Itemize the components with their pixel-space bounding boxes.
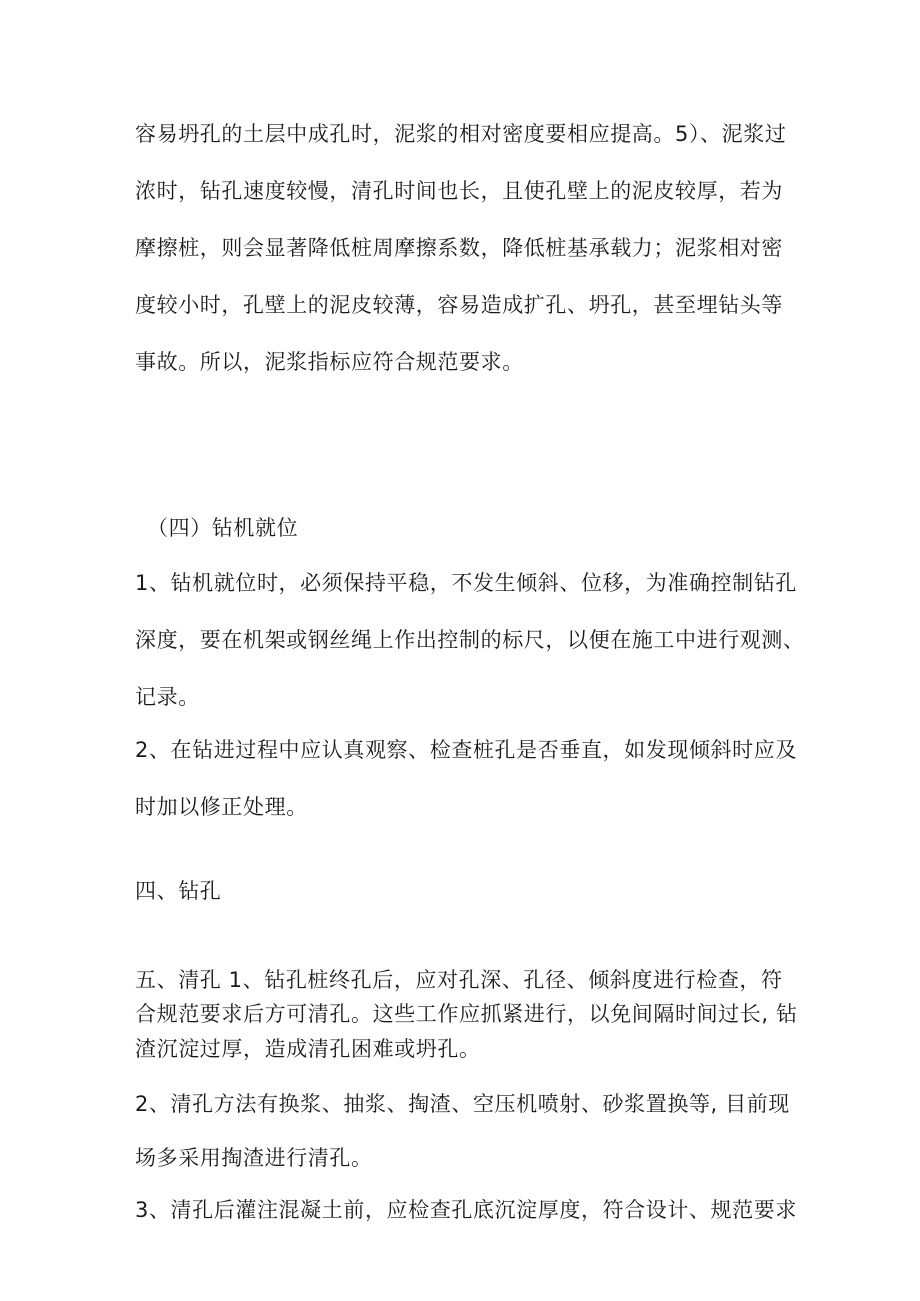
item-1-line-1: 1、钻机就位时，必须保持平稳，不发生倾斜、位移，为准确控制钻孔: [135, 571, 797, 595]
item-1-line-2: 深度，要在机架或钢丝绳上作出控制的标尺，以便在施工中进行观测、: [135, 628, 805, 652]
item-2-line-2: 时加以修正处理。: [135, 795, 308, 819]
cleaning-item-1-line-3: 渣沉淀过厚，造成清孔困难或坍孔。: [135, 1037, 481, 1061]
paragraph-mud-line-5: 事故。所以，泥浆指标应符合规范要求。: [135, 350, 524, 374]
cleaning-item-2-line-2: 场多采用掏渣进行清孔。: [135, 1146, 373, 1170]
paragraph-mud-line-4: 度较小时，孔壁上的泥皮较薄，容易造成扩孔、坍孔，甚至埋钻头等: [135, 293, 783, 317]
cleaning-item-2-line-1: 2、清孔方法有换浆、抽浆、掏渣、空压机喷射、砂浆置换等, 目前现: [135, 1092, 790, 1116]
paragraph-mud-line-3: 摩擦桩，则会显著降低桩周摩擦系数，降低桩基承载力；泥浆相对密: [135, 236, 783, 260]
paragraph-mud-line-2: 浓时，钻孔速度较慢，清孔时间也长，且使孔壁上的泥皮较厚，若为: [135, 179, 783, 203]
cleaning-item-3-line-1: 3、清孔后灌注混凝土前，应检查孔底沉淀厚度，符合设计、规范要求: [135, 1198, 797, 1222]
section-heading-drilling: 四、钻孔: [135, 879, 222, 903]
cleaning-item-1-line-2: 合规范要求后方可清孔。这些工作应抓紧进行，以免间隔时间过长, 钻: [135, 1002, 798, 1026]
item-2-line-1: 2、在钻进过程中应认真观察、检查桩孔是否垂直，如发现倾斜时应及: [135, 738, 797, 762]
item-1-line-3: 记录。: [135, 685, 200, 709]
section-heading-drill-positioning: （四）钻机就位: [147, 516, 299, 540]
cleaning-item-1-line-1: 五、清孔 1、钻孔桩终孔后，应对孔深、孔径、倾斜度进行检查，符: [135, 968, 783, 992]
paragraph-mud-line-1: 容易坍孔的土层中成孔时，泥浆的相对密度要相应提高。5）、泥浆过: [135, 122, 787, 146]
